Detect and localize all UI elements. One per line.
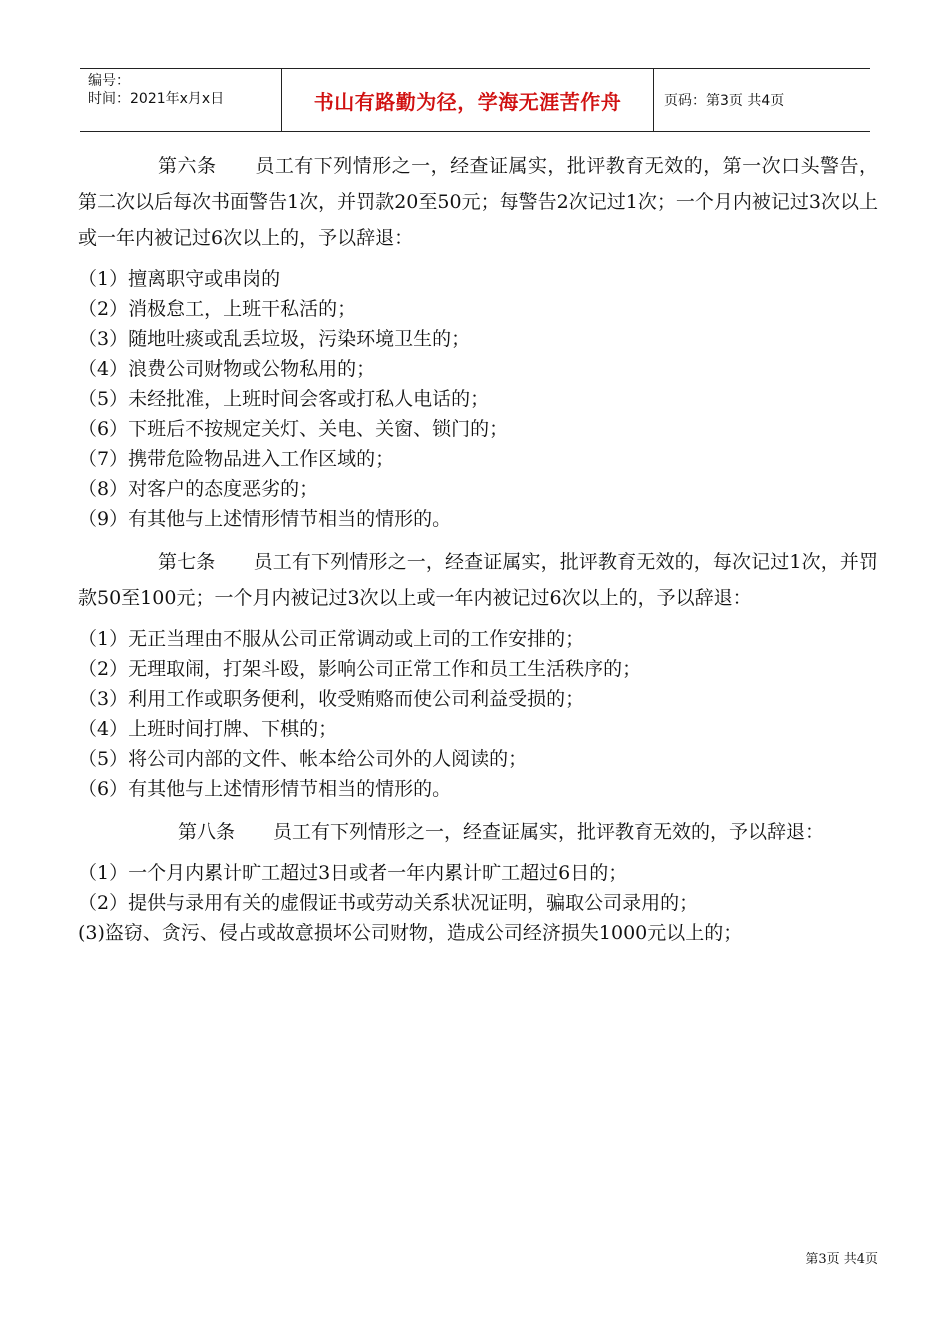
list-item: （2）提供与录用有关的虚假证书或劳动关系状况证明，骗取公司录用的； [78, 892, 699, 914]
list-item: （2）无理取闹，打架斗殴，影响公司正常工作和员工生活秩序的； [78, 658, 642, 680]
list-item: （4）上班时间打牌、下棋的； [78, 718, 338, 740]
list-item: （7）携带危险物品进入工作区域的； [78, 448, 395, 470]
list-item: （3）随地吐痰或乱丢垃圾，污染环境卫生的； [78, 328, 471, 350]
document-body [78, 148, 878, 958]
list-item: （9）有其他与上述情形情节相当的情形的。 [78, 508, 452, 530]
list-item: （6）下班后不按规定关灯、关电、关窗、锁门的； [78, 418, 509, 440]
header-meta [80, 69, 281, 131]
list-item: （8）对客户的态度恶劣的； [78, 478, 319, 500]
document-header [80, 68, 870, 132]
article-7-list [78, 624, 878, 804]
page-footer: 第3页 共4页 [805, 1252, 878, 1267]
list-item: （1）一个月内累计旷工超过3日或者一年内累计旷工超过6日的； [78, 862, 628, 884]
time-label: 时间：2021年x月x日 [88, 91, 225, 107]
list-item: （5）未经批准，上班时间会客或打私人电话的； [78, 388, 490, 410]
list-item: （1）无正当理由不服从公司正常调动或上司的工作安排的； [78, 628, 585, 650]
list-item: （6）有其他与上述情形情节相当的情形的。 [78, 778, 452, 800]
number-label: 编号： [88, 73, 130, 89]
motto-text: 书山有路勤为径，学海无涯苦作舟 [313, 89, 622, 114]
list-item: （3）利用工作或职务便利，收受贿赂而使公司利益受损的； [78, 688, 585, 710]
header-motto-cell [281, 69, 654, 131]
article-6-list [78, 264, 878, 534]
list-item: (3)盗窃、贪污、侵占或故意损坏公司财物，造成公司经济损失1000元以上的； [78, 922, 743, 944]
article-6-text: 第六条 员工有下列情形之一，经查证属实，批评教育无效的，第一次口头警告，第二次以后每次书面警告1次，并罚款20至50元；每警告2次记过1次；一个月内被记过3次以上或一年内被记过6次以上的，予以辞退： [78, 155, 878, 249]
article-8-text: 第八条 员工有下列情形之一，经查证属实，批评教育无效的，予以辞退： [178, 821, 825, 843]
list-item: （4）浪费公司财物或公物私用的； [78, 358, 376, 380]
header-page-info: 页码：第3页 共4页 [664, 93, 785, 109]
article-7-text: 第七条 员工有下列情形之一，经查证属实，批评教育无效的，每次记过1次，并罚款50至100元；一个月内被记过3次以上或一年内被记过6次以上的，予以辞退： [78, 551, 878, 609]
article-8-list [78, 858, 878, 948]
list-item: （5）将公司内部的文件、帐本给公司外的人阅读的； [78, 748, 528, 770]
list-item: （1）擅离职守或串岗的 [78, 268, 281, 290]
list-item: （2）消极怠工，上班干私活的； [78, 298, 357, 320]
